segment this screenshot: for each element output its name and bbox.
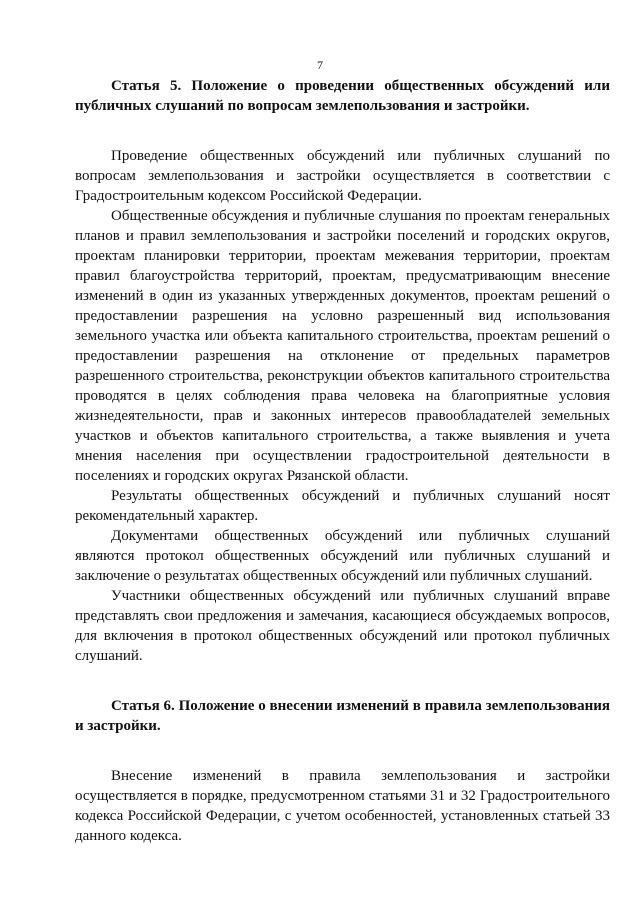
article-6-paragraph-1: Внесение изменений в правила землепользования и застройки осуществляется в порядке, предусмотренном статьями 31 и 32 Градостроительного кодекса Российской Федерации, с учетом особенностей, установленных статьей 33 данного кодекса. (75, 768, 610, 844)
article-5-paragraph-4: Документами общественных обсуждений или публичных слушаний являются протокол общественных обсуждений или публичных слушаний и заключение о результатах общественных обсуждений или публичных слушаний. (75, 528, 610, 584)
article-5-heading: Статья 5. Положение о проведении общественных обсуждений или публичных слушаний по вопросам землепользования и застройки. (75, 78, 610, 114)
article-5-paragraph-3: Результаты общественных обсуждений и публичных слушаний носят рекомендательный характер. (75, 488, 610, 524)
document-body (75, 76, 610, 846)
page-number: 7 (317, 58, 323, 72)
article-5-paragraph-2: Общественные обсуждения и публичные слушания по проектам генеральных планов и правил землепользования и застройки поселений и городских округов, проектам планировки территории, проектам межевания территории, проектам правил благоустройства территорий, проектам, предусматривающим внесение изменений в один из указанных утвержденных документов, проектам решений о предоставлении разрешения на условно разрешенный вид использования земельного участка или объекта капитального строительства, проектам решений о предоставлении разрешения на отклонение от предельных параметров разрешенного строительства, реконструкции объектов капитального строительства проводятся в целях соблюдения права человека на благоприятные условия жизнедеятельности, прав и законных интересов правообладателей земельных участков и объектов капитального строительства, а также выявления и учета мнения населения при осуществлении градостроительной деятельности в поселениях и городских округах Рязанской области. (75, 208, 610, 484)
article-5-paragraph-1: Проведение общественных обсуждений или публичных слушаний по вопросам землепользования и застройки осуществляется в соответствии с Градостроительным кодексом Российской Федерации. (75, 148, 610, 204)
section-spacer (75, 666, 610, 696)
article-5-paragraph-5: Участники общественных обсуждений или публичных слушаний вправе представлять свои предложения и замечания, касающиеся обсуждаемых вопросов, для включения в протокол общественных обсуждений или протокол публичных слушаний. (75, 588, 610, 664)
article-6 (75, 696, 610, 846)
article-5 (75, 76, 610, 666)
article-6-heading: Статья 6. Положение о внесении изменений в правила землепользования и застройки. (75, 698, 610, 734)
